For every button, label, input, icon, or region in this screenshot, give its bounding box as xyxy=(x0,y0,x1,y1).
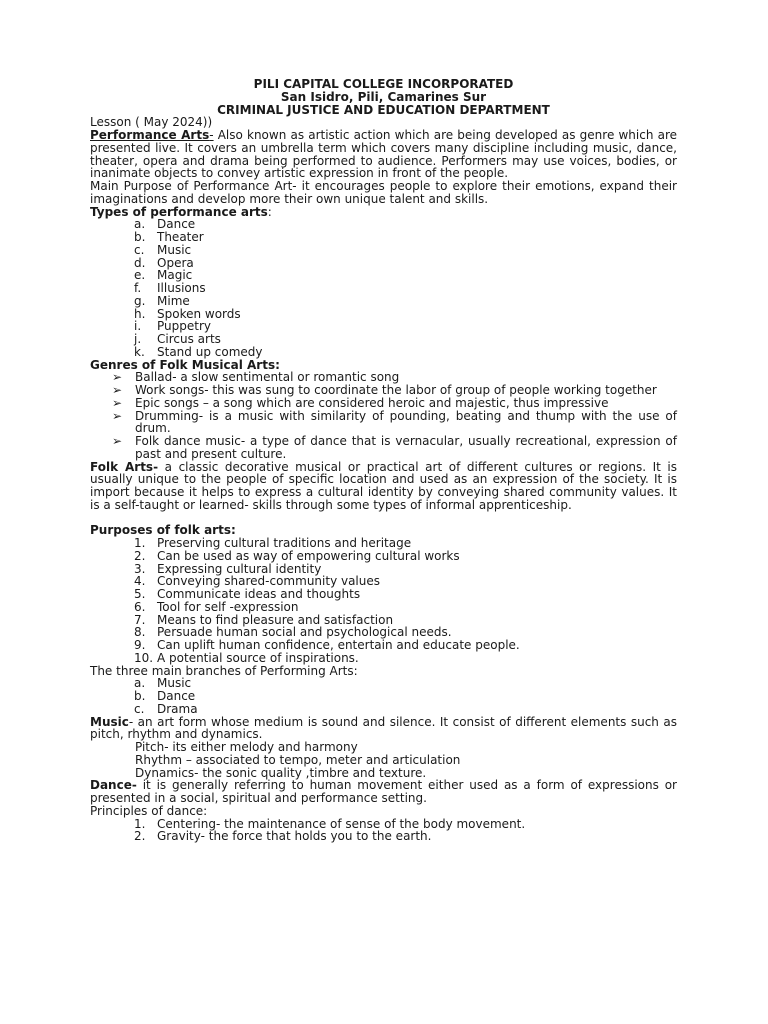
list-item: 7. Means to find pleasure and satisfaction xyxy=(134,612,394,627)
list-item: c. Music xyxy=(134,242,192,257)
purposes-heading: Purposes of folk arts: xyxy=(90,523,236,538)
list-item: 9. Can uplift human confidence, entertain and educate people. xyxy=(134,638,520,652)
music-element-pitch: Pitch- its either melody and harmony xyxy=(135,740,358,754)
dance-definition: it is generally referring to human movement either used as a form of expressions or presented in a social, spiritual and performance setting. xyxy=(90,778,677,805)
list-item: ➢ Ballad- a slow sentimental or romantic song xyxy=(112,370,400,385)
college-address: San Isidro, Pili, Camarines Sur xyxy=(280,89,487,104)
list-item: d. Opera xyxy=(134,255,194,270)
performance-arts-paragraph xyxy=(90,129,677,180)
music-element-dynamics: Dynamics- the sonic quality ,timbre and texture. xyxy=(135,765,427,780)
list-item: k. Stand up comedy xyxy=(134,344,263,359)
list-item: j. Circus arts xyxy=(134,332,221,346)
list-item: b. Dance xyxy=(134,689,196,703)
list-item: 4. Conveying shared-community values xyxy=(134,574,381,589)
list-item: ➢ Work songs- this was sung to coordinate the labor of group of people working together xyxy=(112,383,657,397)
list-item: 1. Preserving cultural traditions and heritage xyxy=(134,536,412,550)
music-paragraph xyxy=(90,716,677,742)
types-title: Types of performance arts xyxy=(90,204,268,219)
genres-heading: Genres of Folk Musical Arts: xyxy=(90,357,280,372)
genres-list xyxy=(90,371,677,460)
list-item: i. Puppetry xyxy=(134,319,211,334)
list-item: h. Spoken words xyxy=(134,306,241,321)
list-item: g. Mime xyxy=(134,293,190,308)
branches-list xyxy=(90,677,677,715)
arrow-bullet-icon: ➢ xyxy=(112,395,123,410)
list-item: ➢ Drumming- is a music with similarity of pounding, beating and thump with the use of drum. xyxy=(112,408,677,436)
list-item: ➢ Folk dance music- a type of dance that is vernacular, usually recreational, expression of past and present culture. xyxy=(112,434,677,461)
performance-arts-dash: - xyxy=(209,128,214,142)
arrow-bullet-icon: ➢ xyxy=(112,408,123,423)
list-item: 6. Tool for self -expression xyxy=(134,599,299,614)
list-item: 2. Gravity- the force that holds you to the earth. xyxy=(134,829,432,844)
list-item: a. Dance xyxy=(134,217,196,232)
principles-heading: Principles of dance: xyxy=(90,803,208,818)
arrow-bullet-icon: ➢ xyxy=(112,383,123,397)
list-item: e. Magic xyxy=(134,268,193,283)
performance-arts-definition: Also known as artistic action which are being developed as genre which are presented live. It covers an umbrella term which covers many discipline including music, dance, theater, opera and drama being performed to audience. Performers may use voices, bodies, or inanimate objects to convey artistic expression in front of the people. xyxy=(90,128,677,181)
types-list xyxy=(90,218,677,358)
music-term: Music xyxy=(90,714,129,729)
list-item: 5. Communicate ideas and thoughts xyxy=(134,587,361,601)
music-definition: - an art form whose medium is sound and silence. It consist of different elements such as pitch, rhythm and dynamics. xyxy=(90,714,677,742)
music-elements xyxy=(90,741,677,779)
dance-paragraph xyxy=(90,779,677,805)
principles-list xyxy=(90,818,677,844)
list-item: 1. Centering- the maintenance of sense of the body movement. xyxy=(134,816,526,831)
list-item: ➢ Epic songs – a song which are considered heroic and majestic, thus impressive xyxy=(112,395,609,410)
list-item: 8. Persuade human social and psychological needs. xyxy=(134,625,452,640)
arrow-bullet-icon: ➢ xyxy=(112,434,123,448)
document-header xyxy=(90,78,677,116)
types-colon: : xyxy=(267,204,272,219)
performance-arts-term: Performance Arts xyxy=(90,128,210,142)
list-item: c. Drama xyxy=(134,701,198,716)
college-name: PILI CAPITAL COLLEGE INCORPORATED xyxy=(253,77,514,91)
arrow-bullet-icon: ➢ xyxy=(112,370,123,385)
lesson-label: Lesson ( May 2024)) xyxy=(90,115,213,130)
music-element-rhythm: Rhythm – associated to tempo, meter and articulation xyxy=(135,752,461,767)
list-item: b. Theater xyxy=(134,230,204,244)
folk-arts-definition: a classic decorative musical or practical art of different cultures or regions. It is usually unique to the people of specific location and used as an expression of the society. It is import because it helps to express a cultural identity by conveying shared community values. It is a self-taught or learned- skills through some types of informal apprenticeship. xyxy=(90,459,678,512)
purposes-list xyxy=(90,537,677,665)
list-item: 10. A potential source of inspirations. xyxy=(134,650,359,665)
list-item: f. Illusions xyxy=(134,281,206,295)
list-item: a. Music xyxy=(134,676,192,691)
list-item: 2. Can be used as way of empowering cultural works xyxy=(134,548,460,563)
branches-heading: The three main branches of Performing Arts: xyxy=(90,663,358,678)
folk-arts-paragraph xyxy=(90,461,677,512)
document-content xyxy=(90,78,677,843)
folk-arts-term: Folk Arts- xyxy=(90,459,159,474)
dance-term: Dance- xyxy=(90,778,137,793)
list-item: 3. Expressing cultural identity xyxy=(134,561,322,576)
department-name: CRIMINAL JUSTICE AND EDUCATION DEPARTMENT xyxy=(217,102,550,117)
main-purpose-paragraph: Main Purpose of Performance Art- it encourages people to explore their emotions, expand their imaginations and develop more their own unique talent and skills. xyxy=(90,179,677,206)
